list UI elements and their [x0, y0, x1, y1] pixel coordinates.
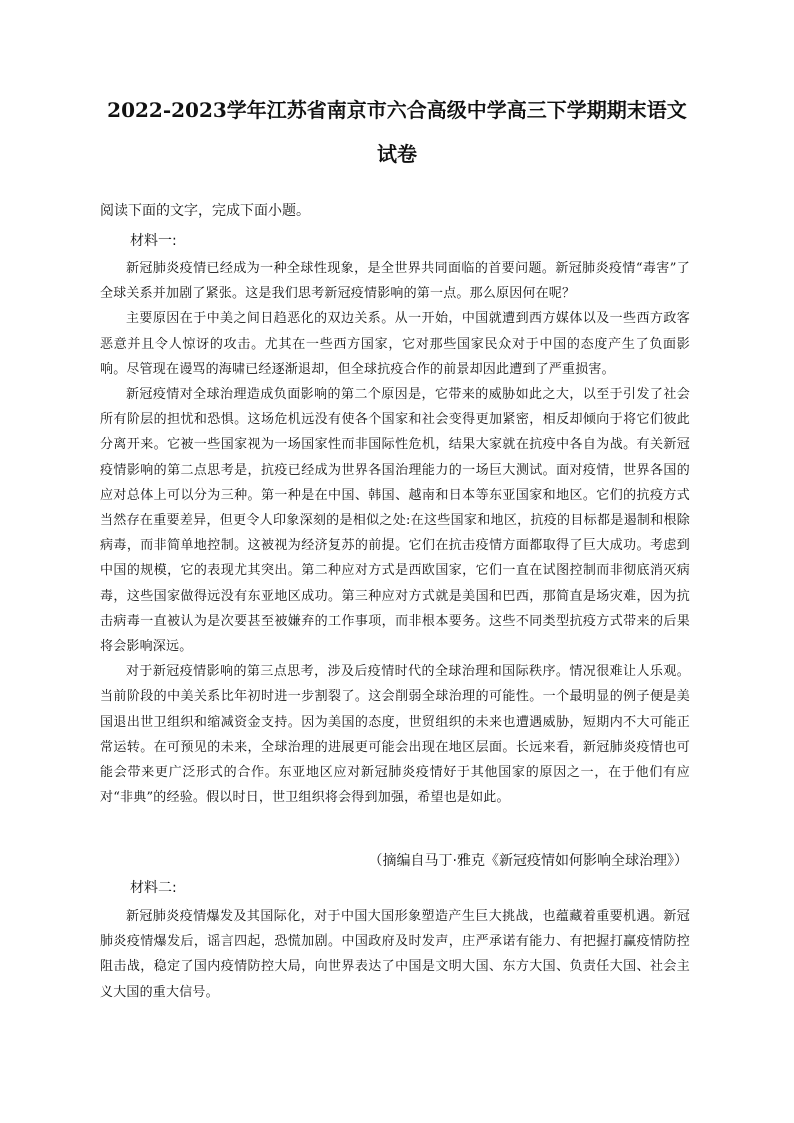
material-1-body [100, 256, 690, 810]
document-title-line-1: 2022-2023学年江苏省南京市六合高级中学高三下学期期末语文 [107, 98, 687, 122]
material-1-label: 材料一: [130, 233, 177, 249]
reading-instruction: 阅读下面的文字，完成下面小题。 [100, 203, 310, 219]
document-title-line-2: 试卷 [377, 142, 417, 166]
material-2-body [100, 904, 690, 1005]
material-1-citation: （摘编自马丁·雅克《新冠疫情如何影响全球治理》） [368, 853, 688, 869]
material-2-label: 材料二: [130, 880, 177, 896]
material-2-paragraph: 新冠肺炎疫情爆发及其国际化，对于中国大国形象塑造产生巨大挑战，也蕴藏着重要机遇。新冠肺炎疫情爆发后，谣言四起，恐慌加剧。中国政府及时发声，庄严承诺有能力、有把握打赢疫情防控阻击战，稳定了国内疫情防控大局，向世界表达了中国是文明大国、东方大国、负责任大国、社会主义大国的重大信号。 [100, 909, 690, 1000]
material-1-paragraph: 新冠肺炎疫情已经成为一种全球性现象，是全世界共同面临的首要问题。新冠肺炎疫情“毒害”了全球关系并加剧了紧张。这是我们思考新冠疫情影响的第一点。那么原因何在呢？ [100, 261, 690, 302]
material-1-paragraph: 新冠疫情对全球治理造成负面影响的第二个原因是，它带来的威胁如此之大，以至于引发了社会所有阶层的担忧和恐惧。这场危机远没有使各个国家和社会变得更加紧密，相反却倾向于将它们彼此分离开来。它被一些国家视为一场国家性而非国际性危机，结果大家就在抗疫中各自为战。有关新冠疫情影响的第二点思考是，抗疫已经成为世界各国治理能力的一场巨大测试。面对疫情，世界各国的应对总体上可以分为三种。第一种是在中国、韩国、越南和日本等东亚国家和地区。它们的抗疫方式当然存在重要差异，但更令人印象深刻的是相似之处:在这些国家和地区，抗疫的目标都是遏制和根除病毒，而非简单地控制。这被视为经济复苏的前提。它们在抗击疫情方面都取得了巨大成功。考虑到中国的规模，它的表现尤其突出。第二种应对方式是西欧国家，它们一直在试图控制而非彻底消灭病毒，这些国家做得远没有东亚地区成功。第三种应对方式就是美国和巴西，那简直是场灾难，因为抗击病毒一直被认为是次要甚至被嫌弃的工作事项，而非根本要务。这些不同类型抗疫方式带来的后果将会影响深远。 [100, 387, 690, 655]
material-1-paragraph: 主要原因在于中美之间日趋恶化的双边关系。从一开始，中国就遭到西方媒体以及一些西方政客恶意并且令人惊讶的攻击。尤其在一些西方国家，它对那些国家民众对于中国的态度产生了负面影响。尽管现在谩骂的海啸已经逐渐退却，但全球抗疫合作的前景却因此遭到了严重损害。 [100, 311, 690, 377]
material-1-paragraph: 对于新冠疫情影响的第三点思考，涉及后疫情时代的全球治理和国际秩序。情况很难让人乐观。当前阶段的中美关系比年初时进一步割裂了。这会削弱全球治理的可能性。一个最明显的例子便是美国退出世卫组织和缩减资金支持。因为美国的态度，世贸组织的未来也遭遇威胁，短期内不大可能正常运转。在可预见的未来，全球治理的进展更可能会出现在地区层面。长远来看，新冠肺炎疫情也可能会带来更广泛形式的合作。东亚地区应对新冠肺炎疫情好于其他国家的原因之一，在于他们有应对“非典”的经验。假以时日，世卫组织将会得到加强，希望也是如此。 [100, 664, 690, 806]
